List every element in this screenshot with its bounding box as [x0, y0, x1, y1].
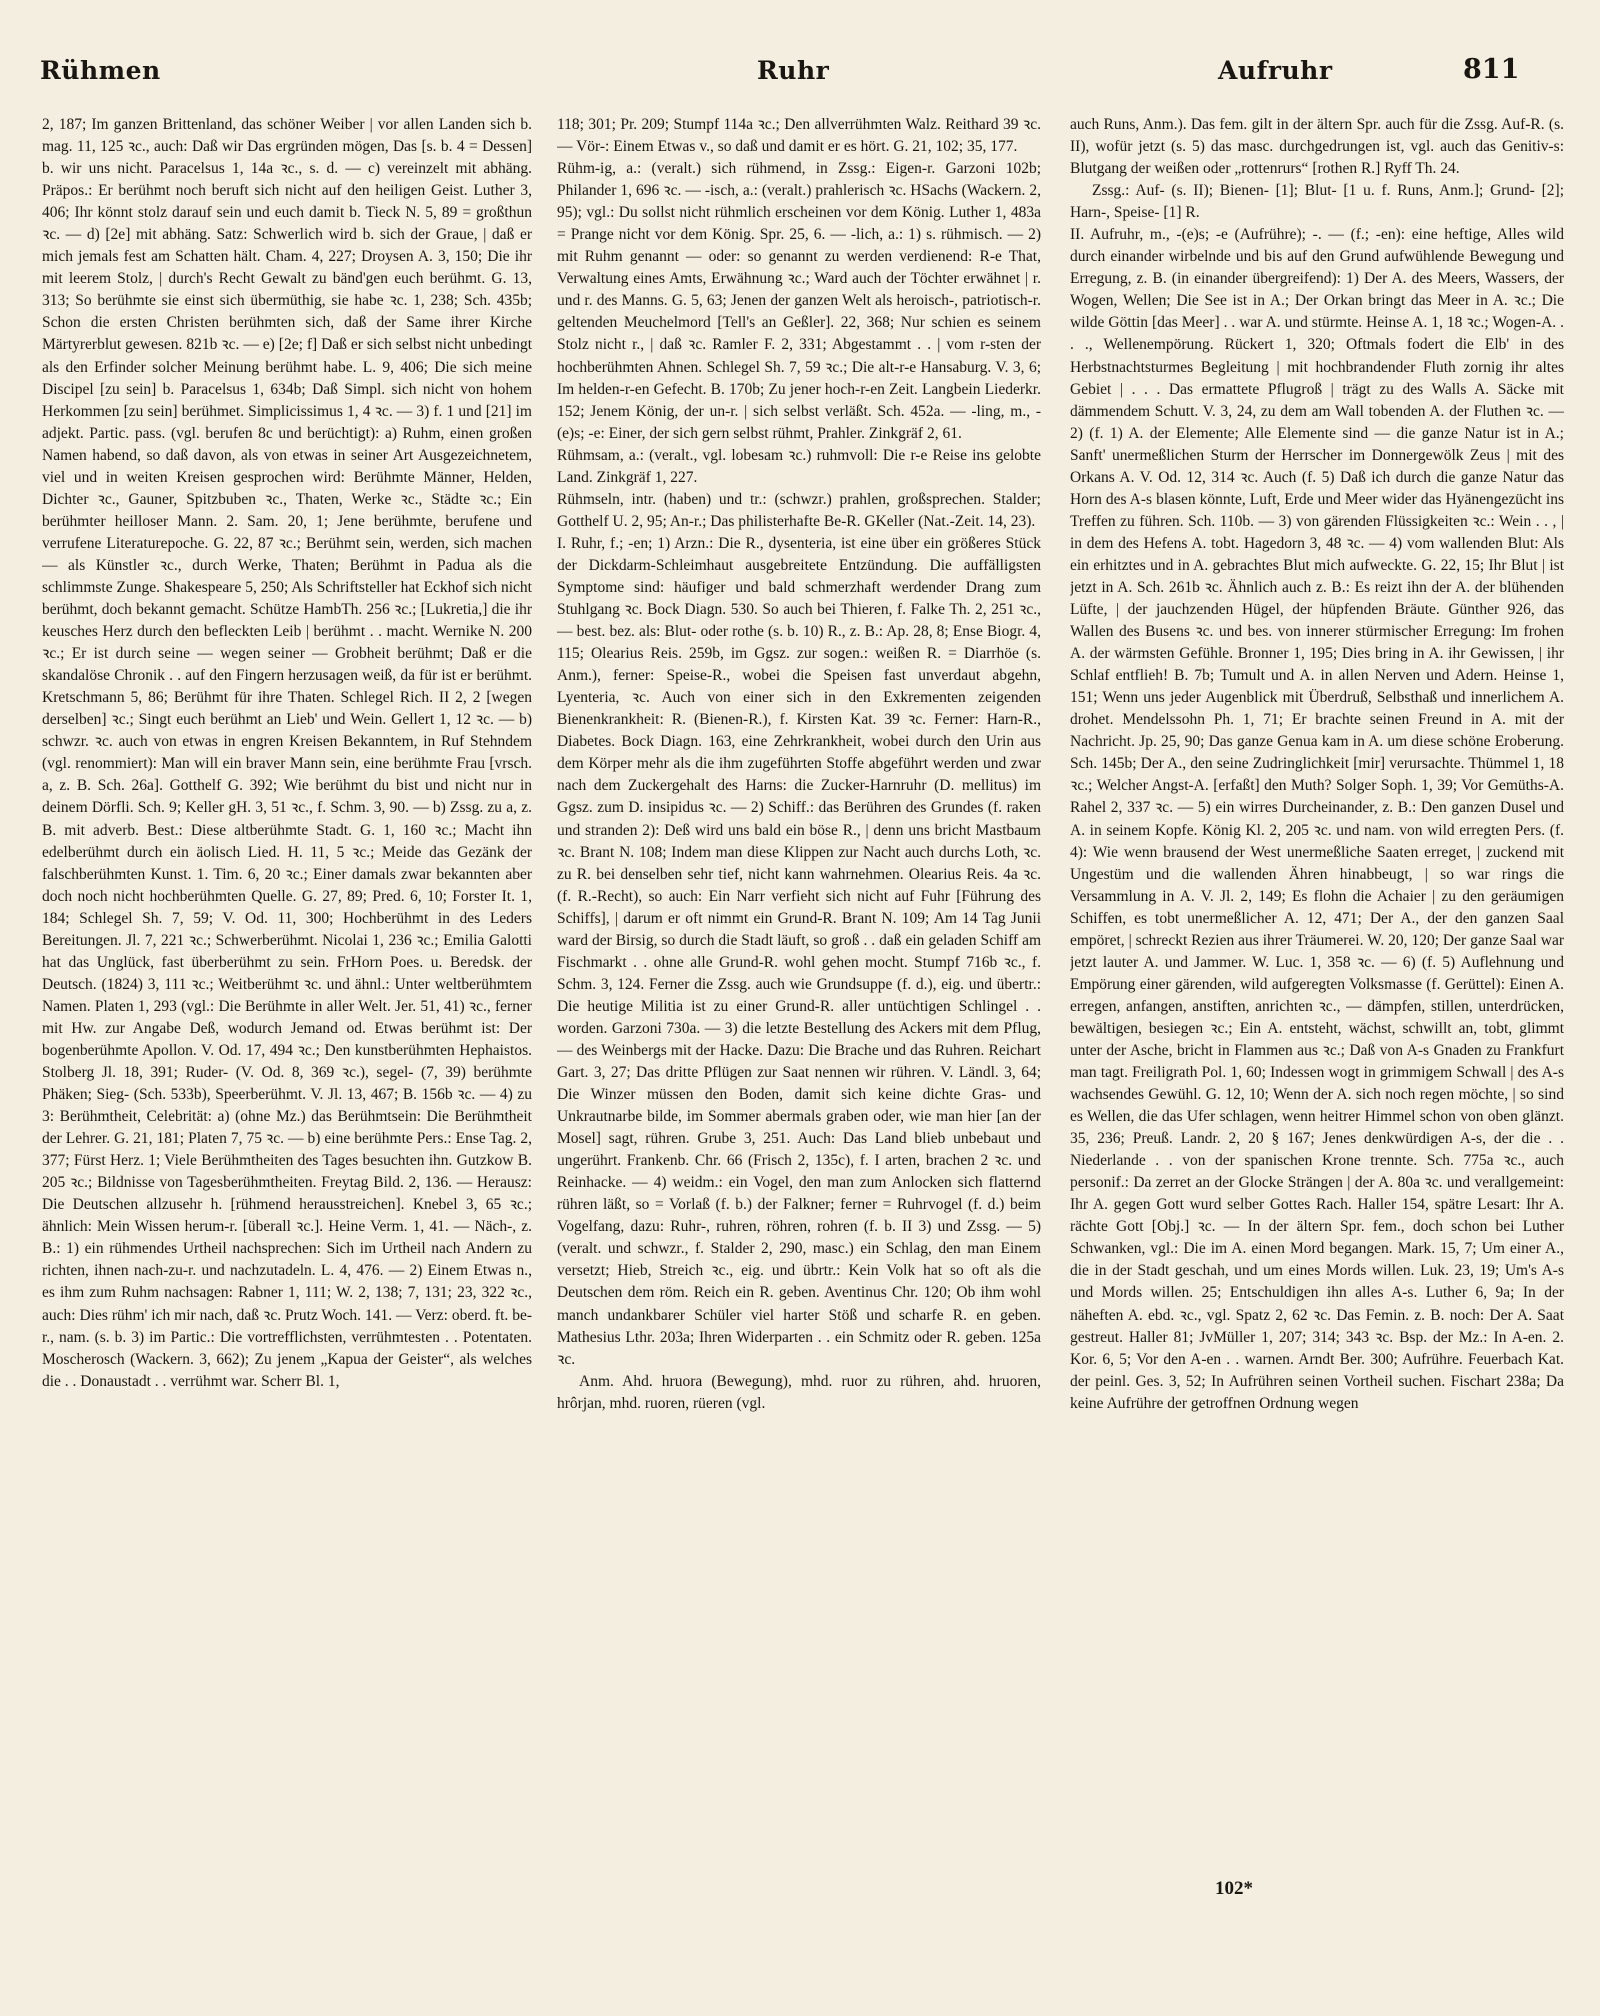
- column-1-paragraph-1: 2, 187; Im ganzen Brittenland, das schöner Weiber | vor allen Landen sich b. mag. 11, 125 ꝛc., auch: Daß wir Das ergründen mögen, Das [s. b. 4 = Dessen] b. wir uns nicht. Paracelsus 1, 14a ꝛc., s. d. — c) vereinzelt mit abhäng. Präpos.: Er berühmt noch beruft sich nicht auf den heiligen Geist. Luther 3, 406; Ihr könnt stolz darauf sein und euch damit b. Tieck N. 5, 89 = großthun ꝛc. — d) [2e] mit abhäng. Satz: Schwerlich wird b. sich der Graue, | daß er mich jemals fest am Schatten hält. Cham. 4, 227; Droysen A. 3, 150; Die ihr mit leerem Stolz, | durch's Recht Gewalt zu bänd'gen euch berühmt. G. 13, 313; So berühmte sie einst sich übermüthig, sie habe ꝛc. 1, 238; Sch. 435b; Schon die ersten Christen berühmten sich, daß der Same ihrer Kirche Märtyrerblut gewesen. 821b ꝛc. — e) [2e; f] Daß er sich selbst nicht unbedingt als den Erfinder solcher Meinung berühmt habe. L. 9, 406; Die sich meine Discipel [zu sein] b. Paracelsus 1, 634b; Daß Simpl. sich nicht von hohem Herkommen [zu sein] berühmet. Simplicissimus 1, 4 ꝛc. — 3) f. 1 und [21] im adjekt. Partic. pass. (vgl. berufen 8c und berüchtigt): a) Ruhm, einen großen Namen habend, so daß davon, als von etwas in seiner Art Ausgezeichnetem, viel und in weiten Kreisen gesprochen wird: Berühmte Männer, Helden, Dichter ꝛc., Gauner, Spitzbuben ꝛc., Thaten, Werke ꝛc., Städte ꝛc.; Ein berühmter heilloser Mann. 2. Sam. 20, 1; Jene berühmte, berufene und verrufene Literaturepoche. G. 22, 87 ꝛc.; Berühmt sein, werden, sich machen — als Künstler ꝛc., durch Werke, Thaten; Berühmt in Padua als die schlimmste Zunge. Shakespeare 5, 250; Als Schriftsteller hat Eckhof sich nicht berühmt, doch bekannt gemacht. Schütze HambTh. 256 ꝛc.; [Lukretia,] die ihr keusches Herz durch den befleckten Leib | berühmt . . macht. Wernike N. 200 ꝛc.; Er ist durch seine — wegen seiner — Grobheit berühmt; Daß er die skandalöse Chronik . . auf den Fingern herzusagen weiß, da für ist er berühmt. Kretschmann 5, 86; Berühmt für ihre Thaten. Schlegel Rich. II 2, 2 [wegen derselben] ꝛc.; Singt euch berühmt an Lieb' und Wein. Gellert 1, 12 ꝛc. — b) schwzr. ꝛc. auch von etwas in engren Kreisen Bekanntem, in Ruf Stehndem (vgl. renommiert): Man will ein braver Mann sein, eine berühmte Frau [vrsch. a, z. B. Sch. 26a]. Gotthelf G. 392; Wie berühmt du bist und nicht nur in deinem Dörfli. Sch. 9; Keller gH. 3, 51 ꝛc., f. Schm. 3, 90. — b) Zssg. zu a, z. B. mit adverb. Best.: Diese altberühmte Stadt. G. 1, 160 ꝛc.; Macht ihn edelberühmt durch ein äolisch Lied. H. 11, 5 ꝛc.; Meide das Gezänk der falschberühmten Kunst. 1. Tim. 6, 20 ꝛc.; Einer damals zwar bekannten aber doch noch nicht hochberühmten Quelle. G. 27, 89; Pred. 6, 10; Forster It. 1, 184; Schlegel Sh. 7, 59; V. Od. 11, 300; Hochberühmt in des Leders Bereitungen. Jl. 7, 221 ꝛc.; Schwerberühmt. Nicolai 1, 236 ꝛc.; Emilia Galotti hat das Unglück, fast überberühmt zu sein. FrHorn Poes. u. Beredsk. der Deutsch. (1824) 3, 111 ꝛc.; Weitberühmt ꝛc. und ähnl.: Unter weltberühmtem Namen. Platen 1, 293 (vgl.: Die Berühmte in aller Welt. Jer. 51, 41) ꝛc., ferner mit Hw. zur Angabe Deß, wodurch Jemand od. Etwas berühmt ist: Der bogenberühmte Apollon. V. Od. 17, 494 ꝛc.; Den kunstberühmten Hephaistos. Stolberg Jl. 18, 391; Ruder- (V. Od. 8, 369 ꝛc.), segel- (7, 39) berühmte Phäken; Sieg- (Sch. 533b), Speerberühmt. V. Jl. 13, 467; B. 156b ꝛc. — 4) zu 3: Berühmtheit, Celebrität: a) (ohne Mz.) das Berühmtsein: Die Berühmtheit der Lehrer. G. 21, 181; Platen 7, 75 ꝛc. — b) eine berühmte Pers.: Ense Tag. 2, 377; Fürst Herz. 1; Viele Berühmtheiten des Tages besuchten ihn. Gutzkow B. 205 ꝛc.; Bildnisse von Tagesberühmtheiten. Freytag Bild. 2, 136. — Herausz: Die Deutschen allzusehr h. [rühmend herausstreichen]. Knebel 3, 65 ꝛc.; ähnlich: Mein Wissen herum-r. [überall ꝛc.]. Heine Verm. 1, 41. — Näch-, z. B.: 1) ein rühmendes Urtheil nachsprechen: Sich im Urtheil nach Andern zu richten, ihnen nach-zu-r. und nachzutadeln. L. 4, 476. — 2) Einem Etwas n., es ihm zum Ruhm nachsagen: Rabner 1, 111; W. 2, 138; 7, 131; 23, 322 ꝛc., auch: Dies rühm' ich mir nach, daß ꝛc. Prutz Woch. 141. — Verz: oberd. ft. be-r., nam. (s. b. 3) im Partic.: Die vortrefflichsten, verrühmtesten . . Potentaten. Moscherosch (Wackern. 3, 662); Zu jenem „Kapua der Geister“, als welches die . . Donaustadt . . verrühmt war. Scherr Bl. 1,: [42, 116, 532, 1390]
- ruhr-annotation: Anm. Ahd. hruora (Bewegung), mhd. ruor zu rühren, ahd. hruoren, hrôrjan, mhd. ruoren, rüeren (vgl.: [557, 1372, 1041, 1412]
- left-headword: Rühmen: [40, 56, 161, 85]
- text-column-1: [42, 114, 532, 1914]
- entry-ruehmig: Rühm-ig, a.: (veralt.) sich rühmend, in Zssg.: Eigen-r. Garzoni 102b; Philander 1, 696 ꝛc. — -isch, a.: (veralt.) prahlerisch ꝛc. HSachs (Wackern. 2, 95); vgl.: Du sollst nicht rühmlich erscheinen vor dem König. Luther 1, 483a = Prange nicht vor dem König. Spr. 25, 6. — -lich, a.: 1) s. rühmisch. — 2) mit Ruhm genannt — oder: so genannt zu werden verdienend: R-e That, Verwaltung eines Amts, Erwähnung ꝛc.; Ward auch der Töchter erwähnet | r. und r. des Manns. G. 5, 63; Jenen der ganzen Welt als heroisch-, patriotisch-r. geltenden Meuchelmord [Tell's an Geßler]. 22, 368; Nur schien es seinem Stolz nicht r., | daß ꝛc. Ramler F. 2, 331; Abgestammt . . | vom r-sten der hochberühmten Ahnen. Schlegel Sh. 7, 59 ꝛc.; Die alt-r-e Hansaburg. V. 3, 6; Im helden-r-en Gefecht. B. 170b; Zu jener hoch-r-en Zeit. Langbein Liederkr. 152; Jenem König, der un-r. | sich selbst verläßt. Sch. 452a. — -ling, m., -(e)s; -e: Einer, der sich gern selbst rühmt, Prahler. Zinkgräf 2, 61.: [557, 160, 1041, 442]
- signature-mark: 102*: [1215, 1878, 1253, 1899]
- right-headword: Aufruhr: [1218, 56, 1333, 85]
- entry-ruehmseln: Rühmseln, intr. (haben) und tr.: (schwzr.) prahlen, großsprechen. Stalder; Gotthelf U. 2, 95; An-r.; Das philisterhafte Be-R. GKeller (Nat.-Zeit. 14, 23).: [557, 490, 1041, 530]
- column-2-paragraph-1: 118; 301; Pr. 209; Stumpf 114a ꝛc.; Den allverrühmten Walz. Reithard 39 ꝛc. — Vör-: Einem Etwas v., so daß und damit er es hört. G. 21, 102; 35, 177.: [557, 116, 1041, 156]
- text-column-2: [557, 114, 1041, 1914]
- entry-ruhr: I. Ruhr, f.; -en; 1) Arzn.: Die R., dysenteria, ist eine über ein größeres Stück der Dickdarm-Schleimhaut ausgebreitete Entzündung. Die auffälligsten Symptome sind: häufiger und bald schmerzhaft werdender Drang zum Stuhlgang ꝛc. Bock Diagn. 530. So auch bei Thieren, f. Falke Th. 2, 251 ꝛc., — best. bez. als: Blut- oder rothe (s. b. 10) R., z. B.: Ap. 28, 8; Ense Biogr. 4, 115; Olearius Reis. 259b, im Ggsz. zur sogen.: weißen R. = Diarrhöe (s. Anm.), ferner: Speise-R., wobei die Speisen fast unverdaut abgehn, Lyenteria, ꝛc. Auch von einer sich in den Exkrementen zeigenden Bienenkrankheit: R. (Bienen-R.), f. Kirsten Kat. 39 ꝛc. Ferner: Harn-R., Diabetes. Bock Diagn. 163, eine Zehrkrankheit, wobei durch den Urin aus dem Körper mehr als die ihm zugeführten Stoffe abgeführt werden und zwar nach dem Zuckergehalt des Harns: die Zucker-Harnruhr (D. mellitus) im Ggsz. zum D. insipidus ꝛc. — 2) Schiff.: das Berühren des Grundes (f. raken und stranden 2): Deß wird uns bald ein böse R., | denn uns bricht Mastbaum ꝛc. Brant N. 108; Indem man diese Klippen zur Nacht auch durchs Loth, ꝛc. zu R. bei denselben sehr tief, nicht kann wahrnehmen. Olearius Reis. 4a ꝛc. (f. R.-Recht), so auch: Ein Narr verfieht sich nicht auf Fuhr [Führung des Schiffs], | darum er oft nimmt ein Grund-R. Brant N. 109; Am 14 Tag Junii ward der Birsig, so durch die Stadt läuft, so groß . . daß ein geladen Schiff am Fischmarkt . . ohne alle Grund-R. wohl gehen mocht. Stumpf 716b ꝛc., f. Schm. 3, 124. Ferner die Zssg. auch wie Grundsuppe (f. d.), eig. und übertr.: Die heutige Militia ist zu einer Grund-R. aller untüchtigen Schlingel . . worden. Garzoni 730a. — 3) die letzte Bestellung des Ackers mit dem Pflug, — des Weinbergs mit der Hacke. Dazu: Die Brache und das Ruhren. Reichart Gart. 3, 27; Das dritte Pflügen zur Saat nennen wir rühren. V. Ländl. 3, 64; Die Winzer müssen den Boden, damit sich keine dichte Gras- und Unkrautnarbe bilde, im Sommer abermals graben oder, wie man hier [an der Mosel] sagt, rühren. Grube 3, 251. Auch: Das Land blieb unbebaut und ungerührt. Frankenb. Chr. 66 (Frisch 2, 135c), f. I arten, brachen 2 ꝛc. und Reinhacke. — 4) weidm.: ein Vogel, den man zum Anlocken sich flatternd rühren läßt, so = Vorlaß (f. b.) der Falkner; ferner = Ruhrvogel (f. d.) beim Vogelfang, dazu: Ruhr-, ruhren, röhren, rohren (f. b. II 3) und Zssg. — 5) (veralt. und schwzr., f. Stalder 2, 290, masc.) ein Schlag, den man Einem versetzt; Hieb, Streich ꝛc., eig. und übrtr.: Kein Volk hat so oft als die Deutschen dem röm. Reich ein R. geben. Aventinus Chr. 120; Ob ihm wohl manch undankbarer Schüler viel harter Stöß und scharfe R. en geben. Mathesius Lthr. 203a; Ihren Widerparten . . ein Schmitz oder R. geben. 125a ꝛc.: [557, 534, 1041, 1368]
- page-number: 811: [1463, 54, 1520, 85]
- compounds-line: Zssg.: Auf- (s. II); Bienen- [1]; Blut- [1 u. f. Runs, Anm.]; Grund- [2]; Harn-, Speise- [1] R.: [1070, 182, 1564, 222]
- entry-aufruhr: II. Aufruhr, m., -(e)s; -e (Aufrühre); -. — (f.; -en): eine heftige, Alles wild durch einander wirbelnde und bis auf den Grund aufwühlende Bewegung und Erregung, z. B. (in einander übergreifend): 1) Der A. des Meers, Wassers, der Wogen, Wellen; Die See ist in A.; Der Orkan bringt das Meer in A. ꝛc.; Die wilde Göttin [das Meer] . . war A. und stürmte. Heinse A. 1, 18 ꝛc.; Wogen-A. . . ., Wellenempörung. Rückert 1, 320; Oftmals fodert die Elb' in des Herbstnachtsturmes Begleitung | mit hochbrandender Fluth zornig ihr altes Gebiet | . . . Das ermattete Pflugroß | trägt zu des Walls A. Säcke mit dämmendem Schutt. V. 3, 24, zu dem am Wall tobenden A. der Fluthen ꝛc. — 2) (f. 1) A. der Elemente; Alle Elemente sind — die ganze Natur ist in A.; Sanft' unermeßlichen Sturm der Herrscher im Donnergewölk Zeus | mit des Orkans A. V. Od. 12, 314 ꝛc. Auch (f. 5) Daß ich durch die ganze Natur das Horn des A-s blasen könnte, Luft, Erde und Meer wider das Hyänengezücht ins Treffen zu führen. Sch. 110b. — 3) von gärenden Flüssigkeiten ꝛc.: Wein . . , | in dem des Hefens A. tobt. Hagedorn 3, 48 ꝛc. — 4) vom wallenden Blut: Als ein erhitztes und in A. gebrachtes Blut mich aufweckte. G. 22, 15; Ihr Blut | ist jetzt in A. Sch. 261b ꝛc. Ähnlich auch z. B.: Es reizt ihn der A. der blühenden Lüfte, | der jauchzenden Hügel, der hüpfenden Bräute. Günther 926, das Wallen des Busens ꝛc. und bes. von innerer stürmischer Erregung: Im frohen A. der wärmsten Gefühle. Bronner 1, 195; Dies bring in A. ihr Gewissen, | ihr Schlaf entflieh! B. 7b; Tumult und A. in allen Nerven und Adern. Heinse 1, 151; Wenn uns jeder Augenblick mit Überdruß, Selbsthaß und innerlichem A. drohet. Mendelssohn Ph. 1, 71; Er brachte seinen Freund in A. mit der Nachricht. Jp. 25, 90; Das ganze Genua kam in A. um diese schöne Eroberung. Sch. 145b; Der A., den seine Zudringlichkeit [mir] verursachte. Thümmel 1, 18 ꝛc.; Welcher Angst-A. [erfaßt] den Muth? Solger Soph. 1, 39; Vor Gemüths-A. Rahel 2, 337 ꝛc. — 5) ein wirres Durcheinander, z. B.: Den ganzen Dusel und A. in seinem Kopfe. König Kl. 2, 205 ꝛc. und nam. von wild erregten Pers. (f. 4): Wie wenn brausend der West unermeßliche Saaten erreget, | zuckend mit Ungestüm und die wallenden Ähren hinabbeugt, | so war rings die Versammlung in A. V. Jl. 2, 149; Es flohn die Achaier | zu den geräumigen Schiffen, es tobt unermeßlicher A. 12, 471; Der A., der den ganzen Saal empöret, | schreckt Rezien aus ihrer Träumerei. W. 20, 120; Der ganze Saal war jetzt lauter A. und Jammer. W. Luc. 1, 358 ꝛc. — 6) (f. 5) Auflehnung und Empörung einer gärenden, wild aufgeregten Volksmasse (f. Gerüttel): Einen A. erregen, anfangen, anstiften, anrichten ꝛc., — dämpfen, stillen, unterdrücken, bewältigen, besiegen ꝛc.; Ein A. entsteht, wächst, schwillt an, tobt, glimmt unter der Asche, bricht in Flammen aus ꝛc.; Daß von A-s Gnaden zu Frankfurt man tagt. Freiligrath Pol. 1, 60; Indessen wogt in grimmigem Schwall | des A-s wachsendes Gewühl. G. 12, 10; Wenn der A. sich noch regen möchte, | so sind es Wellen, die das Ufer schlagen, wenn heitrer Himmel schon von oben glänzt. 35, 236; Preuß. Landr. 2, 20 § 167; Jenes denkwürdigen A-s, der die . . Niederlande . . von der spanischen Krone trennte. Sch. 775a ꝛc., auch personif.: Da zerret an der Glocke Strängen | der A. 80a ꝛc. und verallgemeint: Ihr A. gegen Gott wurd selber Gottes Rach. Haller 154, spätre Lesart: Ihr A. rächte Gott [Obj.] ꝛc. — In der ältern Spr. fem., doch schon bei Luther Schwanken, vgl.: Die im A. einen Mord begangen. Mark. 15, 7; Um einer A., die in der Stadt geschah, und um eines Mords willen. Luk. 23, 19; Um's A-s und Mords willen. 25; Entschuldigen ihn alles A-s. Luther 6, 9a; In der näheften A. ebd. ꝛc., vgl. Spatz 2, 62 ꝛc. Das Femin. z. B. noch: Der A. Saat gestreut. Haller 81; JvMüller 1, 207; 314; 343 ꝛc. Bsp. der Mz.: In A-en. 2. Kor. 6, 5; Vor den A-en . . warnen. Arndt Ber. 300; Aufrühre. Feuerbach Kat. der peinl. Ges. 3, 52; In Aufrühren seinen Vortheil suchen. Fischart 238a; Da keine Aufrühre der getroffnen Ordnung wegen: [1070, 226, 1564, 1412]
- text-column-3: [1070, 114, 1564, 1914]
- column-3-paragraph-1: auch Runs, Anm.). Das fem. gilt in der ältern Spr. auch für die Zssg. Auf-R. (s. II), wofür jetzt (s. 5) das masc. durchgedrungen ist, vgl. auch das Genitiv-s: Blutgang der weißen oder „rottenrurs“ [rothen R.] Ryff Th. 24.: [1070, 116, 1564, 178]
- center-headword: Ruhr: [757, 56, 830, 85]
- running-header: [0, 0, 1600, 110]
- entry-ruehmsam: Rühmsam, a.: (veralt., vgl. lobesam ꝛc.) ruhmvoll: Die r-e Reise ins gelobte Land. Zinkgräf 1, 227.: [557, 446, 1041, 486]
